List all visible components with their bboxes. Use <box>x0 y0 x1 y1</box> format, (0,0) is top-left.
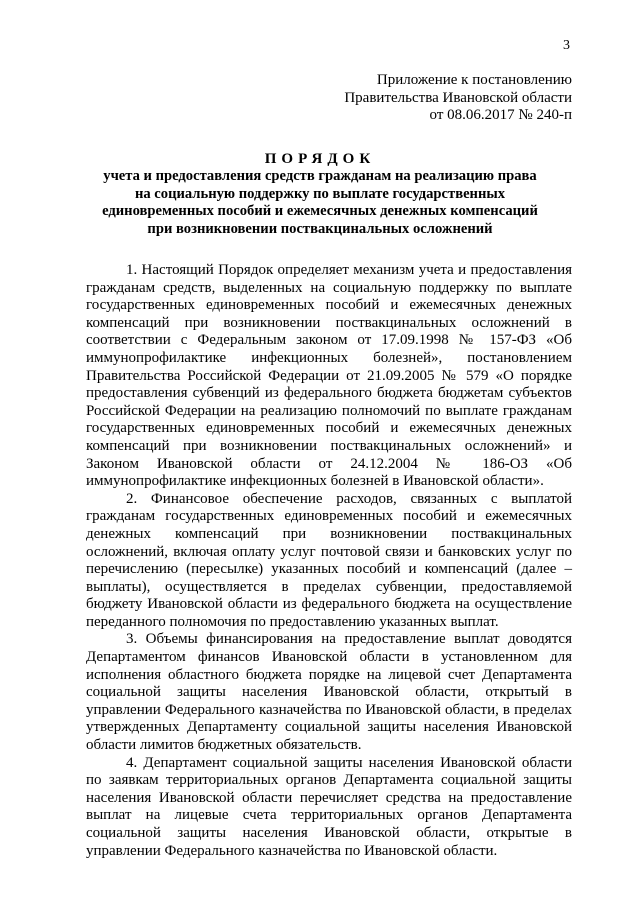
paragraph-3: 3. Объемы финансирования на предоставление выплат доводятся Департаментом финансов Ивановской области в установленном для исполнения областного бюджета порядке на лицевой счет Департамента социальной защиты населения Ивановской области, открытый в управлении Федерального казначейства по Ивановской области, в пределах утвержденных Департаменту социальной защиты населения Ивановской области лимитов бюджетных обязательств. <box>86 631 572 754</box>
appendix-header <box>344 72 572 125</box>
appendix-line: от 08.06.2017 № 240-п <box>429 107 572 123</box>
subtitle-line: на социальную поддержку по выплате государственных <box>134 185 506 202</box>
subtitle-line: учета и предоставления средств гражданам на реализацию права <box>103 168 537 184</box>
document-title: ПОРЯДОК <box>264 151 376 167</box>
document-subtitle <box>0 168 640 239</box>
paragraph-1: 1. Настоящий Порядок определяет механизм учета и предоставления гражданам средств, выделенных на социальную поддержку по выплате государственных единовременных пособий и ежемесячных денежных компенсаций при возникновении поствакцинальных осложнений в соответствии с Федеральным законом от 17.09.1998 № 157-ФЗ «Об иммунопрофилактике инфекционных болезней», постановлением Правительства Российской Федерации от 21.09.2005 № 579 «О порядке предоставления субвенций из федерального бюджета бюджетам субъектов Российской Федерации на реализацию полномочий по выплате гражданам государственных единовременных пособий и ежемесячных денежных компенсаций при возникновении поствакцинальных осложнений» и Законом Ивановской области от 24.12.2004 № 186-ОЗ «Об иммунопрофилактике инфекционных болезней в Ивановской области». <box>86 262 572 490</box>
subtitle-line: при возникновении поствакцинальных осложнений <box>147 221 493 238</box>
page-number: 3 <box>563 38 570 53</box>
appendix-line: Приложение к постановлению <box>376 72 572 88</box>
paragraph-4: 4. Департамент социальной защиты населения Ивановской области по заявкам территориальных органов Департамента социальной защиты населения Ивановской области перечисляет средства на предоставление выплат на лицевые счета территориальных органов Департамента социальной защиты населения Ивановской области, открытые в управлении Федерального казначейства по Ивановской области. <box>86 754 572 859</box>
paragraph-2: 2. Финансовое обеспечение расходов, связанных с выплатой гражданам государственных единовременных пособий и ежемесячных денежных компенсаций при возникновении поствакцинальных осложнений, включая оплату услуг почтовой связи и банковских услуг по перечислению (пересылке) указанных пособий и компенсаций (далее – выплаты), осуществляется в пределах субвенции, предоставляемой бюджету Ивановской области из федерального бюджета на осуществление переданного полномочия по предоставлению указанных выплат. <box>86 490 572 630</box>
subtitle-line: единовременных пособий и ежемесячных денежных компенсаций <box>102 203 538 220</box>
document-body <box>86 262 572 860</box>
appendix-line: Правительства Ивановской области <box>344 89 572 106</box>
